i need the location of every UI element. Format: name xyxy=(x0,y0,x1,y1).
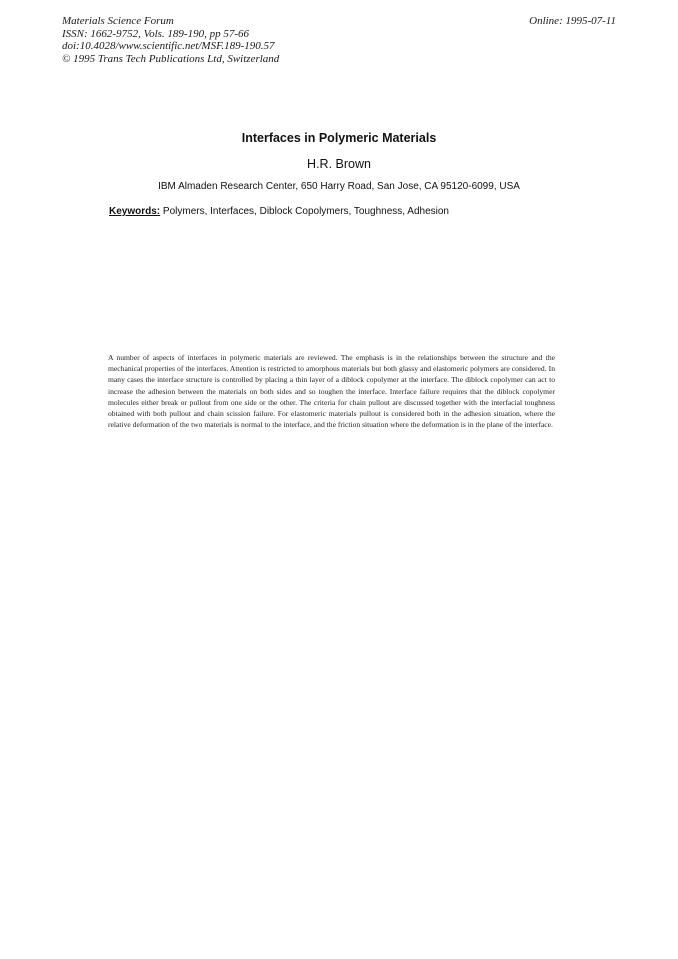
journal-name: Materials Science Forum xyxy=(62,15,174,27)
author-affiliation: IBM Almaden Research Center, 650 Harry Road, San Jose, CA 95120-6099, USA xyxy=(158,181,520,192)
keywords-section xyxy=(109,206,449,217)
keywords-label: Keywords: xyxy=(109,206,161,217)
abstract-text: A number of aspects of interfaces in polymeric materials are reviewed. The emphasis is in the relationships between the structure and the mechanical properties of the interfaces. Attention is restricted to amorphous materials but both glassy and elastomeric polymers are considered. In many cases the interface structure is controlled by placing a thin layer of a diblock copolymer at the interface. The diblock copolymer can act to increase the adhesion between the materials on both sides and so toughen the interface. Interface failure requires that the diblock copolymer molecules either break or pullout from one side or the other. The criteria for chain pullout are discussed together with the interfacial toughness obtained with both pullout and chain scission failure. For elastomeric materials pullout is considered both in the adhesion situation, where the relative deformation of the two materials is normal to the interface, and the friction situation where the deformation is in the plane of the interface. xyxy=(108,353,555,430)
publication-metadata xyxy=(62,15,279,65)
issn-line: ISSN: 1662-9752, Vols. 189-190, pp 57-66 xyxy=(62,27,249,40)
keywords-list: Polymers, Interfaces, Diblock Copolymers, Toughness, Adhesion xyxy=(162,206,449,217)
paper-author: H.R. Brown xyxy=(307,157,371,171)
online-date: Online: 1995-07-11 xyxy=(529,15,616,27)
paper-title: Interfaces in Polymeric Materials xyxy=(241,131,437,145)
copyright-line: © 1995 Trans Tech Publications Ltd, Switzerland xyxy=(62,52,280,65)
doi-link[interactable]: doi:10.4028/www.scientific.net/MSF.189-190.57 xyxy=(62,40,275,52)
